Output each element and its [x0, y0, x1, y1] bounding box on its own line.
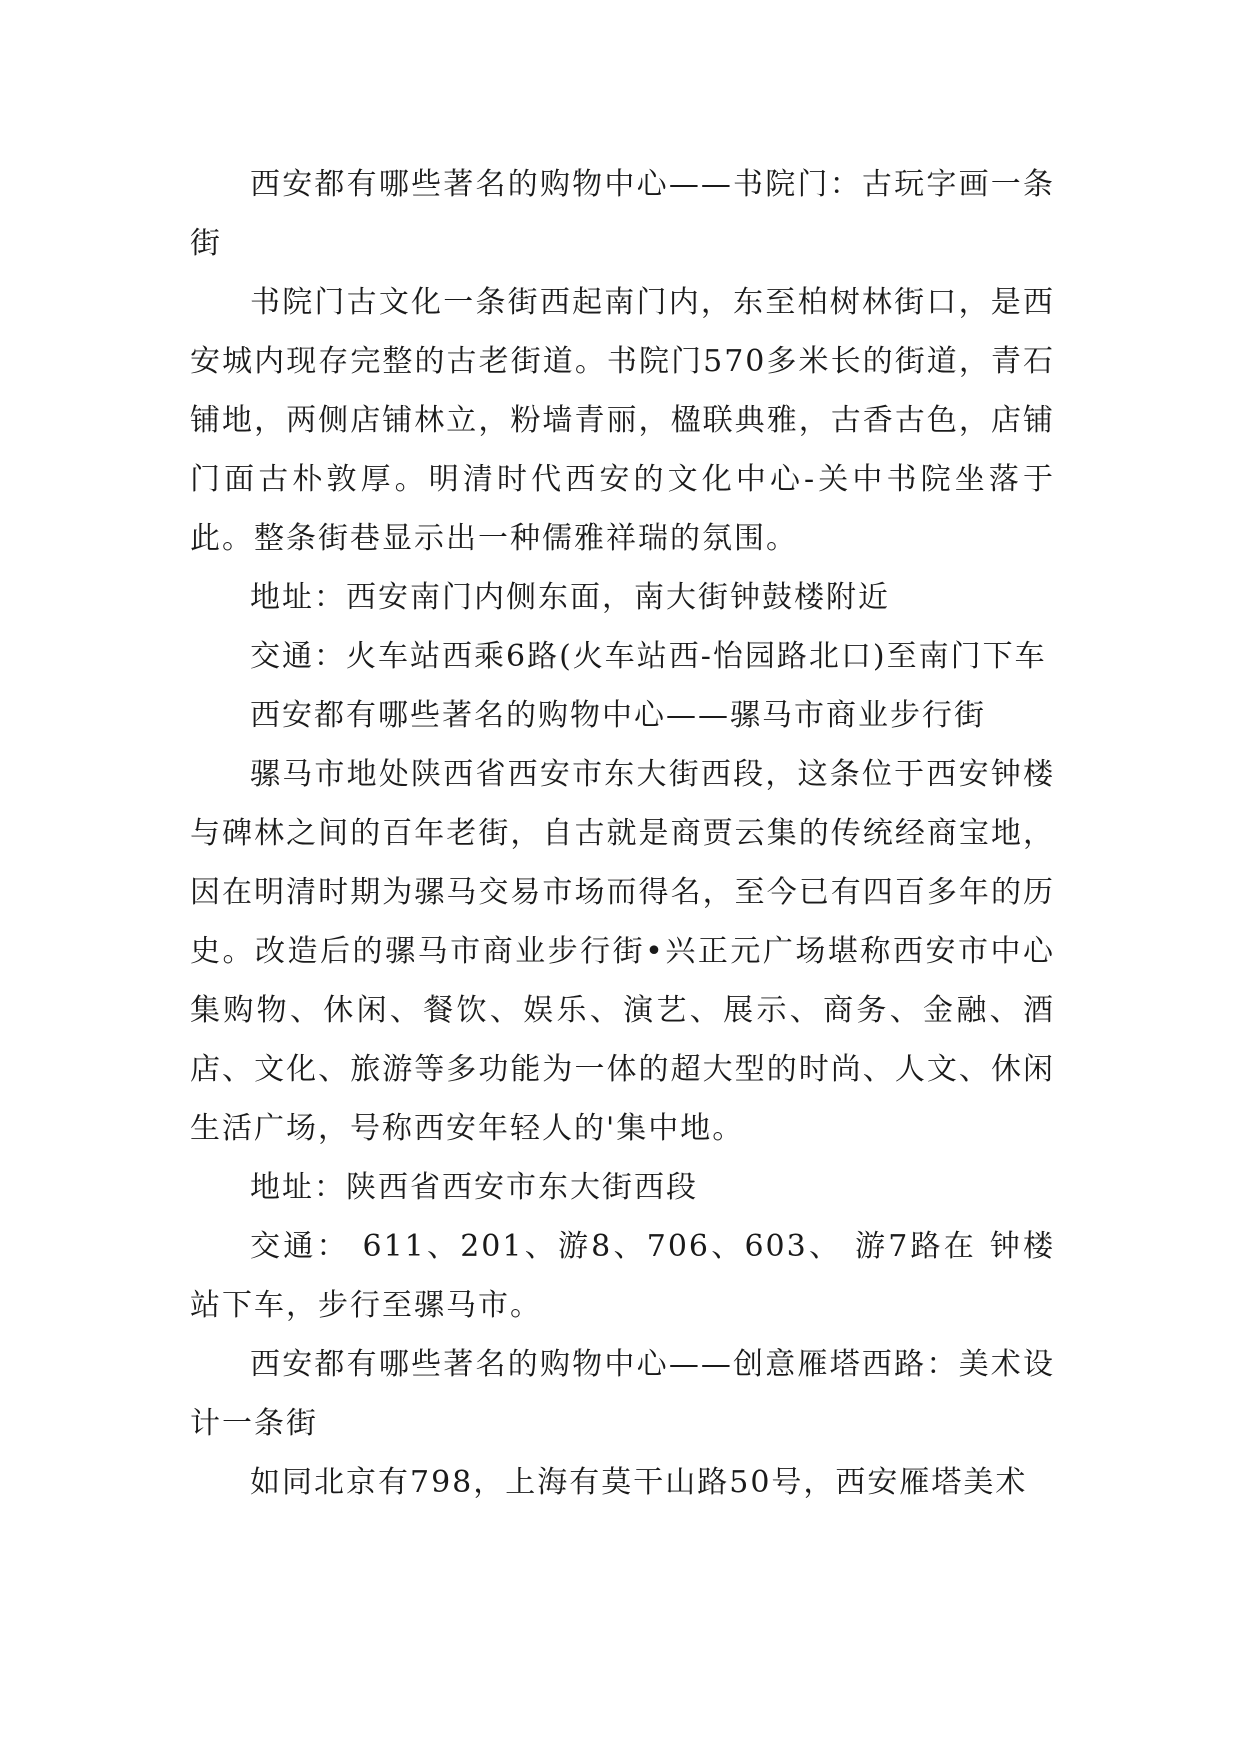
section-heading-luomashi: 西安都有哪些著名的购物中心——骡马市商业步行街 [250, 698, 986, 733]
paragraph-luomashi-transport: 交通： 611、201、游8、706、603、 游7路在 钟楼站下车，步行至骡马市。 [190, 1229, 1055, 1323]
section-heading-shuyuanmen: 西安都有哪些著名的购物中心——书院门：古玩字画一条街 [190, 167, 1055, 261]
section-heading-yanta-west-road: 西安都有哪些著名的购物中心——创意雁塔西路：美术设计一条街 [190, 1347, 1055, 1441]
document-body [190, 155, 1055, 1512]
paragraph-luomashi-address: 地址：陕西省西安市东大街西段 [250, 1170, 698, 1205]
paragraph-luomashi-description: 骡马市地处陕西省西安市东大街西段，这条位于西安钟楼与碑林之间的百年老街，自古就是商贾云集的传统经商宝地，因在明清时期为骡马交易市场而得名，至今已有四百多年的历史。改造后的骡马市商业步行街•兴正元广场堪称西安市中心集购物、休闲、餐饮、娱乐、演艺、展示、商务、金融、酒店、文化、旅游等多功能为一体的超大型的时尚、人文、休闲生活广场，号称西安年轻人的'集中地。 [190, 757, 1055, 1146]
paragraph-yanta-description: 如同北京有798，上海有莫干山路50号，西安雁塔美术 [250, 1465, 1028, 1500]
paragraph-shuyuanmen-description: 书院门古文化一条街西起南门内，东至柏树林街口，是西安城内现存完整的古老街道。书院门570多米长的街道，青石铺地，两侧店铺林立，粉墙青丽，楹联典雅，古香古色，店铺门面古朴敦厚。明清时代西安的文化中心-关中书院坐落于此。整条街巷显示出一种儒雅祥瑞的氛围。 [190, 285, 1055, 556]
paragraph-shuyuanmen-address: 地址：西安南门内侧东面，南大街钟鼓楼附近 [250, 580, 890, 615]
paragraph-shuyuanmen-transport: 交通：火车站西乘6路(火车站西-怡园路北口)至南门下车 [250, 639, 1047, 674]
